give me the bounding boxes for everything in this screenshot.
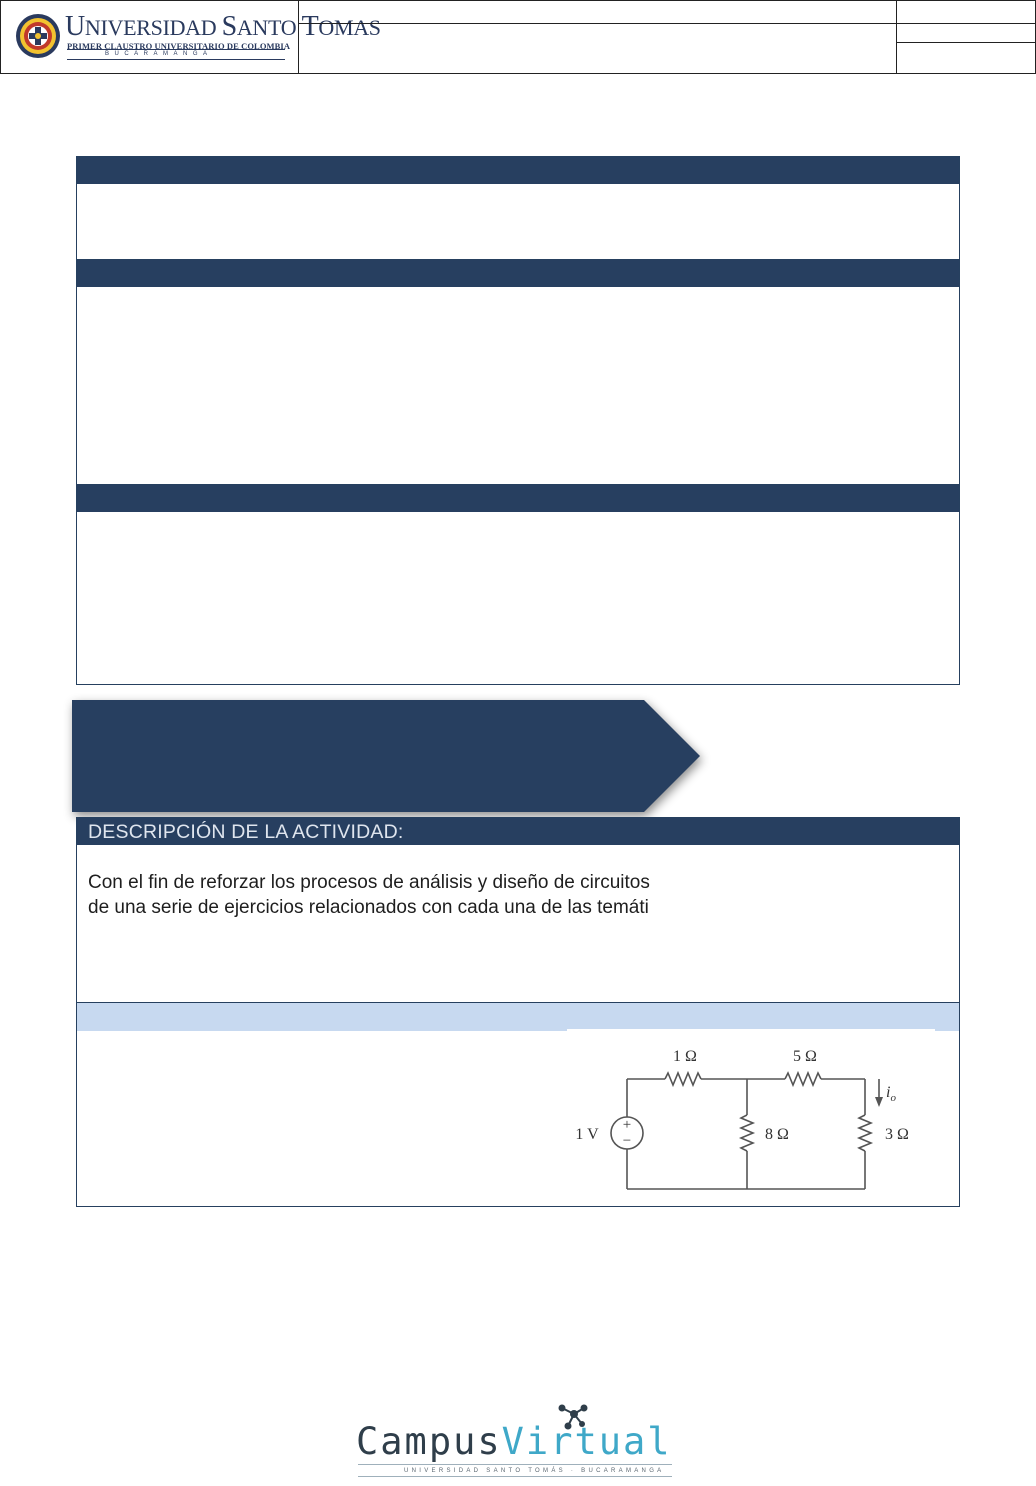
resistor-label: 3 Ω [885, 1126, 909, 1143]
source-minus-sign: − [622, 1133, 632, 1149]
header-cell-page [897, 43, 1035, 73]
circuit-diagram [567, 1029, 935, 1203]
campus-virtual-logo [356, 1402, 676, 1480]
description-header-bar [77, 818, 959, 845]
source-label: 1 V [575, 1126, 599, 1143]
logo-title: UNIVERSIDAD SANTO TOMAS [65, 11, 381, 42]
resistor-label: 8 Ω [765, 1126, 789, 1143]
resistor-label: 1 Ω [673, 1048, 697, 1065]
section-box [76, 156, 960, 260]
footer-divider [358, 1464, 672, 1465]
exercise-section [76, 1002, 960, 1207]
exercise-header-bar [77, 1003, 959, 1031]
header-cell-version [897, 24, 1035, 43]
footer-tagline: UNIVERSIDAD SANTO TOMÁS · BUCARAMANGA [404, 1468, 665, 1474]
section-header-bar [77, 157, 959, 184]
description-line: de una serie de ejercicios relacionados con cada una de las temáti [88, 897, 649, 918]
activity-banner [72, 700, 702, 818]
university-logo [15, 11, 381, 65]
current-label: $i_o$ [886, 1084, 896, 1104]
description-line: Con el fin de reforzar los procesos de análisis y diseño de circuitos [88, 872, 650, 893]
section-header-bar [77, 485, 959, 512]
logo-cell [1, 1, 381, 73]
header-cell-subtitle [299, 24, 897, 73]
logo-city: BUCARAMANGA [105, 51, 213, 57]
footer-divider [358, 1476, 672, 1477]
activity-description [76, 817, 960, 1003]
university-seal-icon [15, 13, 61, 59]
section-box [76, 484, 960, 685]
document-header [0, 0, 1036, 74]
section-box [76, 259, 960, 485]
header-cell-code [897, 1, 1035, 24]
logo-subtitle: PRIMER CLAUSTRO UNIVERSITARIO DE COLOMBIA [67, 41, 291, 51]
resistor-label: 5 Ω [793, 1048, 817, 1065]
header-cell-title [299, 1, 897, 24]
section-header-bar [77, 260, 959, 287]
description-title: DESCRIPCIÓN DE LA ACTIVIDAD: [88, 821, 404, 843]
source-plus-sign: + [622, 1117, 632, 1133]
description-body [77, 845, 959, 920]
logo-divider [67, 59, 285, 60]
campus-virtual-wordmark: CampusVirtual [356, 1420, 672, 1463]
